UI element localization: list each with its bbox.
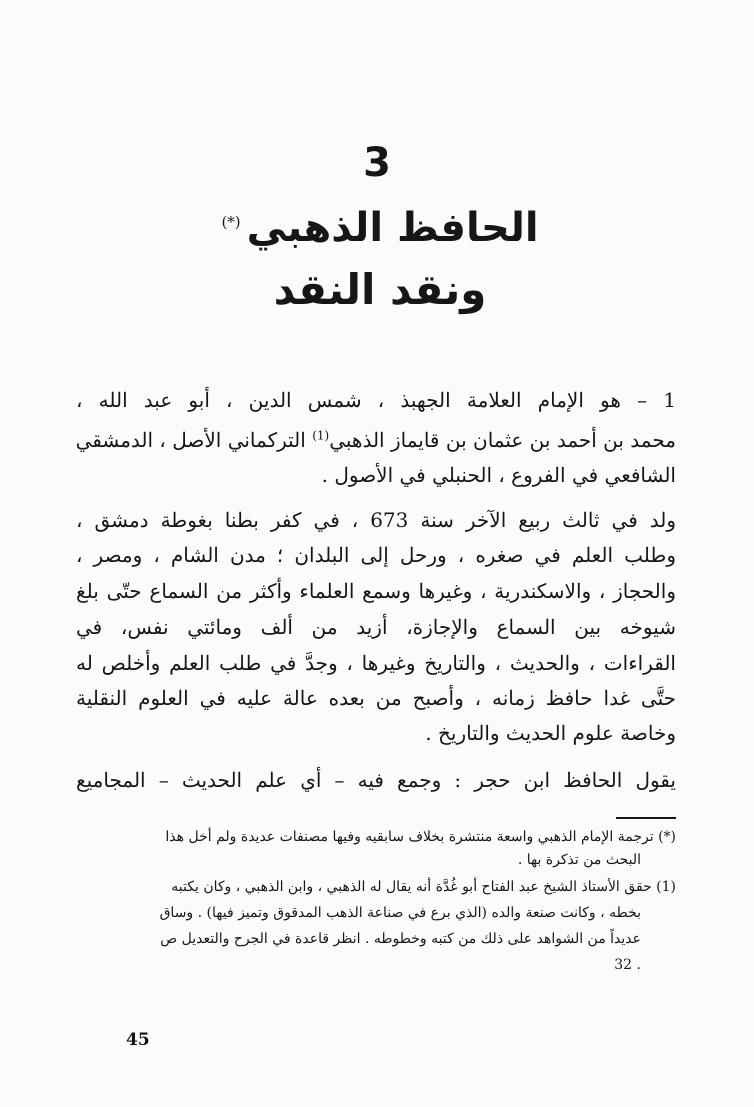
chapter-title-line2: ونقد النقد	[273, 265, 487, 314]
chapter-number: 3	[363, 140, 391, 186]
footnote-line: بخطه ، وكانت صنعة والده (الذي برع في صناعة الذهب المدقوق وتميز فيها) . وساق	[159, 905, 641, 921]
body-line-text: التركماني الأصل ، الدمشقي	[75, 428, 306, 452]
title-footnote-mark: (*)	[221, 212, 241, 231]
footnote-line	[80, 826, 676, 848]
chapter-title-line1	[180, 205, 580, 251]
body-line	[76, 425, 676, 455]
page-number: 45	[126, 1030, 150, 1050]
body-line: حتَّى غدا حافظ زمانه ، وأصبح من بعده عالة عليه في العلوم النقلية	[76, 686, 676, 710]
body-line: والحجاز ، والاسكندرية ، وغيرها وسمع العلماء وأكثر من السماع حتّى بلغ	[76, 579, 676, 603]
body-line: يقول الحافظ ابن حجر : وجمع فيه – أي علم الحديث – المجاميع	[76, 768, 676, 792]
footnote-text: حقق الأستاذ الشيخ عبد الفتاح أبو غُدَّة أنه يقال له الذهبي ، وابن الذهبي ، وكان يكتبه	[171, 879, 652, 895]
chapter-title-text: الحافظ الذهبي	[246, 205, 539, 251]
footnote-line: عديداً من الشواهد على ذلك من كتبه وخطوطه . انظر قاعدة في الجرح والتعديل ص	[160, 931, 641, 947]
footnote-text: ترجمة الإمام الذهبي واسعة منتشرة بخلاف سابقيه وفيها مصنفات عديدة ولم أخل هذا	[165, 829, 654, 845]
footnote-mark: (*)	[658, 829, 676, 845]
body-line: وطلب العلم في صغره ، ورحل إلى البلدان ؛ مدن الشام ، ومصر ،	[76, 543, 676, 567]
footnote-line	[80, 876, 676, 898]
footnote-divider	[616, 817, 676, 819]
footnote-line: . 32	[614, 957, 641, 973]
footnote-mark: (1)	[656, 879, 676, 895]
footnote-ref-mark: (1)	[312, 428, 330, 443]
body-line: ولد في ثالث ربيع الآخر سنة 673 ، في كفر بطنا بغوطة دمشق ،	[76, 508, 676, 532]
body-line: 1 – هو الإمام العلامة الجهبذ ، شمس الدين ، أبو عبد الله ،	[76, 388, 676, 412]
body-line: وخاصة علوم الحديث والتاريخ .	[425, 721, 676, 745]
body-line: القراءات ، والحديث ، والتاريخ وغيرها ، وجدَّ في طلب العلم وأخلص له	[76, 651, 676, 675]
body-line: شيوخه بين السماع والإجازة، أزيد من ألف ومائتي نفس، في	[76, 615, 676, 639]
body-line: الشافعي في الفروع ، الحنبلي في الأصول .	[321, 463, 676, 487]
body-line-text: محمد بن أحمد بن عثمان بن قايماز الذهبي	[329, 428, 676, 452]
footnote-line: البحث من تذكرة بها .	[517, 852, 641, 868]
